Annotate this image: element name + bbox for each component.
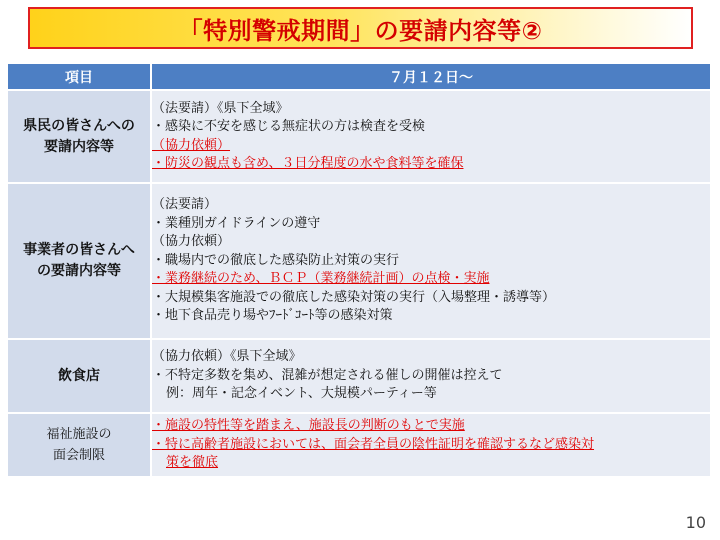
header-item: 項目 [7,63,151,90]
list-item: ・業種別ガイドラインの遵守 [152,215,321,231]
list-item: （協力依頼）《県下全域》 [152,349,302,365]
list-item: （法要請） [152,197,218,213]
row-content-restaurants [151,339,711,413]
page-number: 10 [685,513,706,532]
header-date: ７月１２日～ [151,63,711,90]
row-content-welfare [151,413,711,477]
row-label-text: 県民の皆さんへの要請内容等 [23,117,135,155]
slide-title: 「特別警戒期間」の要請内容等② [178,16,543,45]
list-item-highlight: （協力依頼） [152,137,231,153]
list-item: ・職場内での徹底した感染防止対策の実行 [152,252,400,268]
row-label-welfare [7,413,151,477]
row-label-citizens [7,90,151,183]
row-content-businesses [151,183,711,339]
list-item: ・地下食品売り場やﾌｰﾄﾞｺｰﾄ等の感染対策 [152,308,393,324]
table-row-welfare [7,413,711,477]
table-row-restaurants [7,339,711,413]
list-item-highlight: ・業務継続のため、ＢＣＰ（業務継続計画）の点検・実施 [152,271,490,287]
table-header-row [7,63,711,90]
list-item: （協力依頼） [152,234,231,250]
row-label-line: 事業者の皆さんへ [23,242,135,258]
list-item: 例：周年・記念イベント、大規模パーティー等 [166,386,437,402]
requests-table [6,62,712,478]
row-label-line: 面会制限 [52,448,105,463]
list-item: ・感染に不安を感じる無症状の方は検査を受検 [152,119,426,134]
row-label-restaurants: 飲食店 [7,339,151,413]
list-item-highlight: 策を徹底 [166,455,219,471]
slide-title-banner [28,7,693,49]
list-item: （法要請）《県下全域》 [152,100,289,116]
list-item-highlight: ・特に高齢者施設においては、面会者全員の陰性証明を確認するなど感染対 [152,436,595,452]
table-row-citizens [7,90,711,183]
row-content-citizens [151,90,711,183]
table-row-businesses [7,183,711,339]
list-item: ・大規模集客施設での徹底した感染対策の実行（入場整理・誘導等） [152,289,556,305]
row-label-line: の要請内容等 [37,263,121,279]
row-label-line: 福祉施設の [46,427,112,442]
list-item-highlight: ・施設の特性等を踏まえ、施設長の判断のもとで実施 [152,418,465,434]
list-item: ・不特定多数を集め、混雑が想定される催しの開催は控えて [152,367,503,383]
list-item-highlight: ・防災の観点も含め、３日分程度の水や食料等を確保 [152,156,464,171]
row-label-businesses [7,183,151,339]
